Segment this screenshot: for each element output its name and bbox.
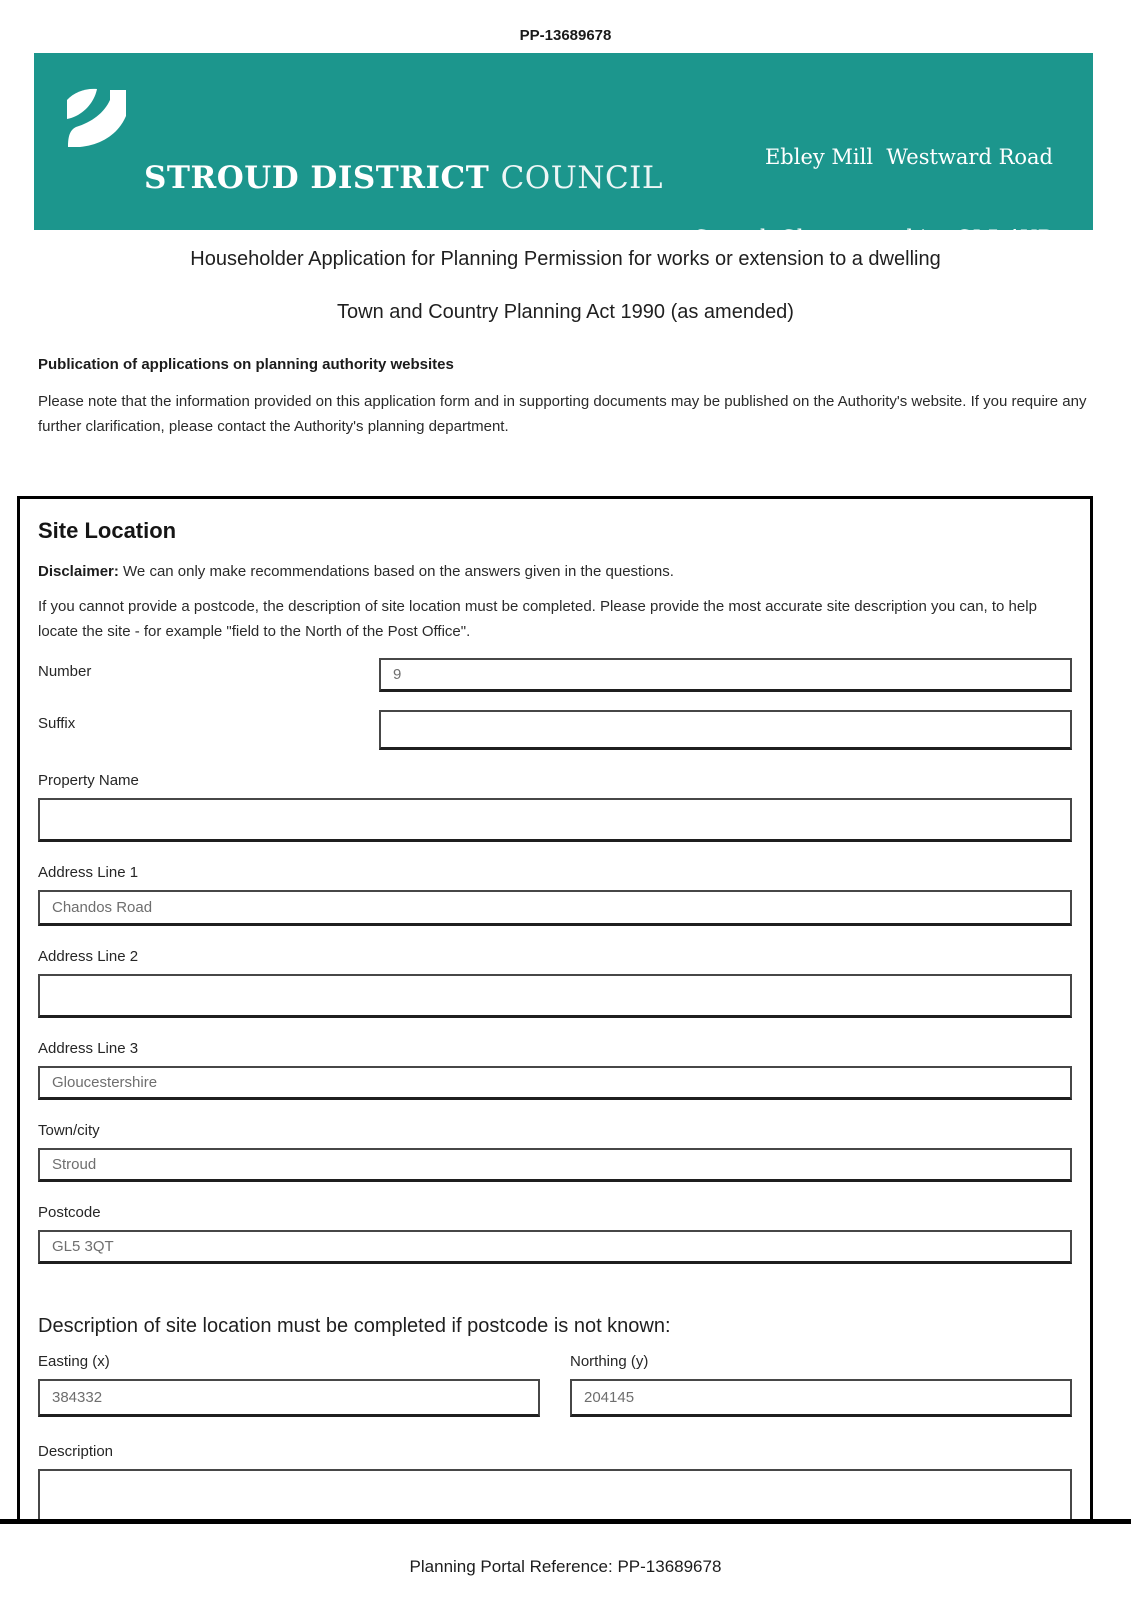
postcode-label: Postcode	[38, 1204, 101, 1221]
number-label: Number	[38, 663, 92, 680]
disclaimer-text: We can only make recommendations based on the answers given in the questions.	[118, 563, 674, 580]
address-line-1-label: Address Line 1	[38, 864, 139, 881]
property-name-input[interactable]	[38, 798, 1072, 842]
council-address-line-2: Stroud Gloucestershire GL5 4UB	[694, 226, 1053, 250]
easting-field	[38, 1353, 540, 1417]
northing-field	[570, 1353, 1072, 1417]
easting-input[interactable]	[38, 1379, 540, 1417]
form-act-subtitle: Town and Country Planning Act 1990 (as amended)	[337, 301, 794, 323]
town-city-label: Town/city	[38, 1122, 100, 1139]
site-location-disclaimer	[38, 563, 1072, 580]
disclaimer-label: Disclaimer:	[38, 563, 119, 580]
address-line-2-input[interactable]	[38, 974, 1072, 1018]
form-title: Householder Application for Planning Permission for works or extension to a dwelling	[190, 248, 941, 270]
publication-note: Please note that the information provided on this application form and in supporting documents may be published on the Authority's website. If you require any further clarification, please contact the Authority's planning department.	[38, 393, 1087, 435]
town-city-input[interactable]	[38, 1148, 1072, 1182]
council-logo-icon	[64, 86, 128, 148]
address-line-3-input[interactable]	[38, 1066, 1072, 1100]
number-input[interactable]	[379, 658, 1072, 692]
postcode-input[interactable]	[38, 1230, 1072, 1264]
council-name-primary: STROUD DISTRICT	[144, 160, 501, 196]
coordinates-row	[38, 1353, 1072, 1417]
council-email: planning@stroud.gov.uk	[794, 419, 1053, 443]
description-requirement-heading: Description of site location must be completed if postcode is not known:	[38, 1315, 671, 1337]
number-field	[38, 658, 1072, 692]
address-line-2-label: Address Line 2	[38, 948, 139, 965]
council-website: www.stroud.gov.uk	[144, 274, 477, 310]
page-break-line	[0, 1519, 1131, 1524]
planning-portal-reference: Planning Portal Reference: PP-13689678	[409, 1557, 722, 1576]
postcode-note: If you cannot provide a postcode, the description of site location must be completed. Please provide the most accurate site description you can, to help locate the site - for example "field to the North of the Post Office".	[38, 598, 1037, 640]
suffix-label: Suffix	[38, 715, 76, 732]
council-name	[144, 159, 663, 197]
northing-label: Northing (y)	[570, 1353, 649, 1370]
address-line-3-label: Address Line 3	[38, 1040, 139, 1057]
easting-label: Easting (x)	[38, 1353, 110, 1370]
site-location-section	[17, 496, 1093, 1519]
description-label: Description	[38, 1443, 114, 1460]
council-address-line-1: Ebley Mill Westward Road	[764, 145, 1053, 169]
northing-input[interactable]	[570, 1379, 1072, 1417]
suffix-field	[38, 710, 1072, 750]
publication-heading: Publication of applications on planning authority websites	[38, 356, 454, 373]
property-name-label: Property Name	[38, 772, 139, 789]
site-location-heading: Site Location	[38, 518, 177, 543]
suffix-input[interactable]	[379, 710, 1072, 750]
council-name-block	[144, 83, 663, 387]
council-phone: (01453) 766321	[856, 328, 1053, 354]
pp-reference-top: PP-13689678	[519, 27, 612, 44]
address-line-1-input[interactable]	[38, 890, 1072, 926]
council-contact-block	[694, 83, 1053, 443]
council-name-secondary: COUNCIL	[500, 160, 664, 196]
description-input[interactable]	[38, 1469, 1072, 1519]
